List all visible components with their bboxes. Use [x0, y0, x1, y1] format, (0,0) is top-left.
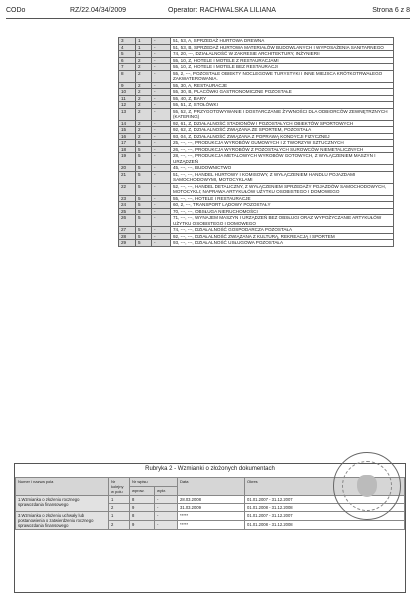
document-name: 3.Wzmianka o złożeniu uchwały lub postanowienia o zatwierdzeniu rocznego sprawozdania finansowego	[16, 512, 109, 530]
doc-wpis: 9	[130, 521, 155, 530]
row-flag: -	[152, 89, 171, 96]
row-description: 92, 62, Z, DZIAŁALNOŚĆ ZWIĄZANA ZE SPORTEM, POZOSTAŁA	[171, 127, 394, 134]
table-row	[119, 153, 394, 165]
row-number: 29	[119, 240, 136, 247]
row-description: 28, ---, ---, PRODUKCJA METALOWYCH WYROBÓW GOTOWYCH, Z WYŁĄCZENIEM MASZYN I URZĄDZEŃ	[171, 153, 394, 165]
row-description: 55, 30, B, PLACÓWKI GASTRONOMICZNE POZOSTAŁE	[171, 89, 394, 96]
doc-period: 01.01.2007 - 31.12.2007	[245, 512, 405, 521]
row-flag: -	[152, 120, 171, 127]
row-flag: -	[152, 140, 171, 147]
col-kolejny-header: Nr kolejny w polu	[109, 478, 130, 496]
row-section: 2	[136, 82, 152, 89]
row-section: 5	[136, 140, 152, 147]
col-wpisu-header: Nr wpisu	[130, 478, 178, 487]
row-number: 7	[119, 64, 136, 71]
row-flag: -	[152, 38, 171, 45]
row-description: 55, 2, ---, POZOSTAŁE OBIEKTY NOCLEGOWE TURYSTYKI I INNE MIEJSCA KRÓTKOTRWAŁEGO ZAKWATEROWANIA.	[171, 70, 394, 82]
doc-date: 31.03.2009	[178, 504, 245, 512]
col-period-header: Okres	[245, 478, 405, 496]
row-flag: -	[152, 82, 171, 89]
doc-date: 28.03.2008	[178, 496, 245, 504]
row-number: 25	[119, 208, 136, 215]
doc-kolejny: 1	[109, 512, 130, 521]
table-row	[119, 70, 394, 82]
document-number: RZ/22.04/34/2009	[70, 7, 127, 14]
row-flag: -	[152, 215, 171, 227]
row-flag: -	[152, 64, 171, 71]
row-section: 2	[136, 102, 152, 109]
document-name: 1.Wzmianka o złożeniu rocznego sprawozdania finansowego	[16, 496, 109, 512]
row-flag: -	[152, 95, 171, 102]
row-section: 5	[136, 202, 152, 209]
row-number: 15	[119, 127, 136, 134]
col-name-header: Numer i nazwa pola	[16, 478, 109, 496]
row-number: 19	[119, 153, 136, 165]
row-description: 55, 10, Z, HOTELE I MOTELE BEZ RESTAURACJI	[171, 64, 394, 71]
row-section: 5	[136, 233, 152, 240]
row-number: 27	[119, 227, 136, 234]
row-section: 5	[136, 146, 152, 153]
row-section: 2	[136, 70, 152, 82]
row-number: 21	[119, 171, 136, 183]
row-description: 93, ---, ---, DZIAŁALNOŚĆ USŁUGOWA POZOSTAŁA	[171, 240, 394, 247]
row-section: 5	[136, 195, 152, 202]
row-flag: -	[152, 171, 171, 183]
col-wprow-header: wprow.	[130, 487, 155, 496]
row-flag: -	[152, 146, 171, 153]
doc-wykr: -	[155, 512, 178, 521]
row-flag: -	[152, 208, 171, 215]
row-description: 55, ---, ---, HOTELE I RESTAURACJE	[171, 195, 394, 202]
row-number: 22	[119, 183, 136, 195]
doc-wpis: 9	[130, 504, 155, 512]
row-section: 5	[136, 183, 152, 195]
documents-section	[14, 463, 406, 593]
row-description: 25, ---, ---, PRODUKCJA WYROBÓW GUMOWYCH I Z TWORZYW SZTUCZNYCH	[171, 140, 394, 147]
row-section: 5	[136, 153, 152, 165]
row-section: 5	[136, 171, 152, 183]
doc-period: 01.01.2008 - 31.12.2008	[245, 521, 405, 530]
row-section: 1	[136, 38, 152, 45]
row-description: 51, 53, A, SPRZEDAŻ HURTOWA DREWNA	[171, 38, 394, 45]
row-number: 14	[119, 120, 136, 127]
doc-wykr: -	[155, 521, 178, 530]
row-description: 92, 61, Z, DZIAŁALNOŚĆ STADIONÓW I POZOSTAŁYCH OBIEKTÓW SPORTOWYCH	[171, 120, 394, 127]
row-flag: -	[152, 202, 171, 209]
row-flag: -	[152, 195, 171, 202]
row-flag: -	[152, 133, 171, 140]
pkd-table	[118, 37, 394, 247]
row-flag: -	[152, 102, 171, 109]
col-date-header: Data	[178, 478, 245, 496]
doc-kolejny: 2	[109, 521, 130, 530]
row-description: 51, 53, B, SPRZEDAŻ HURTOWA MATERIAŁÓW BUDOWLANYCH I WYPOSAŻENIA SANITARNEGO	[171, 44, 394, 51]
row-section: 2	[136, 89, 152, 96]
row-number: 23	[119, 195, 136, 202]
row-flag: -	[152, 165, 171, 172]
row-flag: -	[152, 108, 171, 120]
section-title: Rubryka 2 - Wzmianki o złożonych dokumentach	[145, 466, 275, 472]
row-number: 26	[119, 215, 136, 227]
row-flag: -	[152, 44, 171, 51]
table-row	[119, 240, 394, 247]
doc-date: *****	[178, 521, 245, 530]
doc-wykr: -	[155, 496, 178, 504]
row-number: 18	[119, 146, 136, 153]
row-section: 5	[136, 208, 152, 215]
row-number: 11	[119, 95, 136, 102]
official-seal	[333, 452, 401, 520]
row-flag: -	[152, 127, 171, 134]
row-description: 92, ---, ---, DZIAŁALNOŚĆ ZWIĄZANA Z KULTURĄ, REKREACJĄ I SPORTEM	[171, 233, 394, 240]
row-section: 5	[136, 165, 152, 172]
row-section: 5	[136, 240, 152, 247]
row-description: 55, 51, Z, STOŁÓWKI	[171, 102, 394, 109]
page-header	[6, 6, 410, 19]
row-section: 1	[136, 51, 152, 58]
row-flag: -	[152, 70, 171, 82]
row-section: 2	[136, 57, 152, 64]
row-section: 2	[136, 95, 152, 102]
row-number: 10	[119, 89, 136, 96]
page-counter: Strona 6 z 8	[372, 7, 410, 14]
row-description: 51, ---, ---, HANDEL HURTOWY I KOMISOWY, Z WYŁĄCZENIEM HANDLU POJAZDAMI SAMOCHODOWYMI, MOTOCYKLAMI	[171, 171, 394, 183]
row-description: 52, ---, ---, HANDEL DETALICZNY, Z WYŁĄCZENIEM SPRZEDAŻY POJAZDÓW SAMOCHODOWYCH, MOTOCYKLI; NAPRAWA ARTYKUŁÓW UŻYTKU OSOBISTEGO I DOMOWEGO	[171, 183, 394, 195]
row-number: 5	[119, 51, 136, 58]
row-number: 17	[119, 140, 136, 147]
table-row	[119, 215, 394, 227]
row-number: 12	[119, 102, 136, 109]
row-description: 60, 2, ---, TRANSPORT LĄDOWY POZOSTAŁY	[171, 202, 394, 209]
doc-wpis: 8	[130, 496, 155, 504]
row-description: 55, 52, Z, PRZYGOTOWYWANIE I DOSTARCZANIE ŻYWNOŚCI DLA ODBIORCÓW ZEWNĘTRZNYCH (KATERING)	[171, 108, 394, 120]
row-description: 93, 04, Z, DZIAŁALNOŚĆ ZWIĄZANA Z POPRAWĄ KONDYCJI FIZYCZNEJ	[171, 133, 394, 140]
row-number: 16	[119, 133, 136, 140]
doc-period: 01.01.2008 - 31.12.2008	[245, 504, 405, 512]
row-number: 6	[119, 57, 136, 64]
table-row	[119, 171, 394, 183]
doc-wpis: 8	[130, 512, 155, 521]
row-description: 55, 30, A, RESTAURACJE	[171, 82, 394, 89]
row-description: 45, ---, ---, BUDOWNICTWO	[171, 165, 394, 172]
doc-kolejny: 2	[109, 504, 130, 512]
operator-label: Operator: RACHWALSKA LILIANA	[168, 7, 276, 14]
row-description: 55, 40, Z, BARY	[171, 95, 394, 102]
doc-period: 01.01.2007 - 31.12.2007	[245, 496, 405, 504]
row-number: 8	[119, 70, 136, 82]
row-flag: -	[152, 153, 171, 165]
doc-date: *****	[178, 512, 245, 521]
row-flag: -	[152, 227, 171, 234]
row-description: 70, ---, ---, OBSŁUGA NIERUCHOMOŚCI	[171, 208, 394, 215]
eagle-emblem-icon	[357, 475, 377, 497]
row-section: 1	[136, 44, 152, 51]
row-section: 2	[136, 133, 152, 140]
col-wykr-header: wykr.	[155, 487, 178, 496]
app-label: CODo	[6, 7, 26, 14]
row-section: 2	[136, 108, 152, 120]
table-row	[119, 183, 394, 195]
row-flag: -	[152, 57, 171, 64]
doc-wykr: -	[155, 504, 178, 512]
table-row	[119, 108, 394, 120]
row-flag: -	[152, 51, 171, 58]
row-section: 2	[136, 120, 152, 127]
row-section: 2	[136, 127, 152, 134]
row-number: 4	[119, 44, 136, 51]
row-number: 9	[119, 82, 136, 89]
row-description: 55, 10, Z, HOTELE I MOTELE Z RESTAURACJAMI	[171, 57, 394, 64]
row-number: 20	[119, 165, 136, 172]
row-number: 13	[119, 108, 136, 120]
row-number: 28	[119, 233, 136, 240]
row-description: 26, ---, ---, PRODUKCJA WYROBÓW Z POZOSTAŁYCH SUROWCÓW NIEMETALICZNYCH	[171, 146, 394, 153]
row-description: 74, 20, ---, DZIAŁALNOŚĆ W ZAKRESIE ARCHITEKTURY, INŻYNIERII	[171, 51, 394, 58]
row-section: 5	[136, 227, 152, 234]
row-flag: -	[152, 183, 171, 195]
row-section: 5	[136, 215, 152, 227]
row-section: 2	[136, 64, 152, 71]
row-flag: -	[152, 240, 171, 247]
row-description: 71, ---, ---, WYNAJEM MASZYN I URZĄDZEŃ BEZ OBSŁUGI ORAZ WYPOŻYCZANIE ARTYKUŁÓW UŻYTKU OSOBISTEGO I DOMOWEGO	[171, 215, 394, 227]
row-description: 74, ---, ---, DZIAŁALNOŚĆ GOSPODARCZA POZOSTAŁA	[171, 227, 394, 234]
doc-kolejny: 1	[109, 496, 130, 504]
row-number: 24	[119, 202, 136, 209]
row-flag: -	[152, 233, 171, 240]
row-number: 3	[119, 38, 136, 45]
